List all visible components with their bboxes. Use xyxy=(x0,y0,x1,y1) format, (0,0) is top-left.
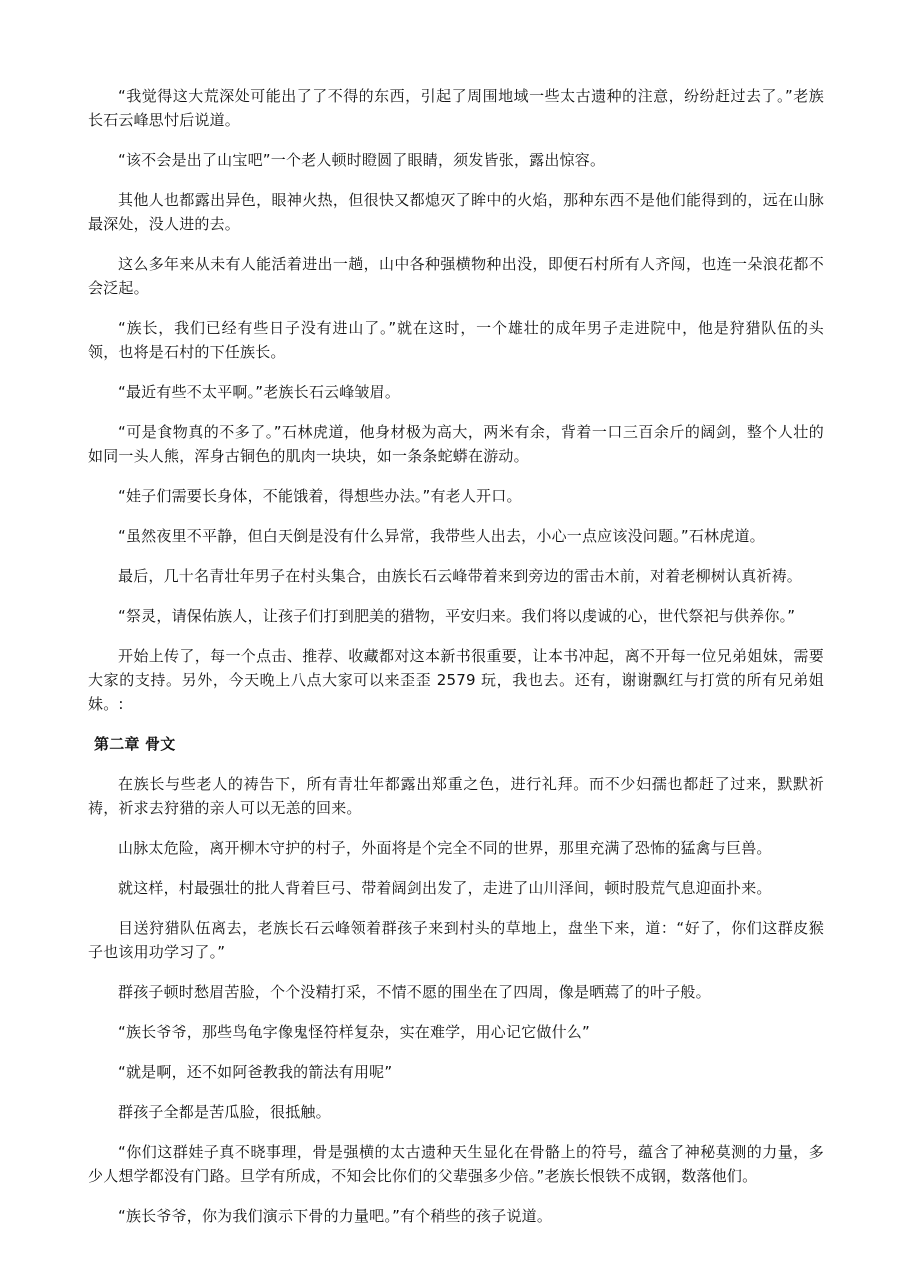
paragraph: “就是啊，还不如阿爸教我的箭法有用呢” xyxy=(118,1063,393,1081)
paragraph: “族长爷爷，那些鸟龟字像鬼怪符样复杂，实在难学，用心记它做什么” xyxy=(118,1023,590,1041)
paragraph: “虽然夜里不平静，但白天倒是没有什么异常，我带些人出去，小心一点应该没问题。”石林虎道。 xyxy=(118,527,765,545)
document-body xyxy=(88,84,824,1244)
paragraph: 群孩子全都是苦瓜脸，很抵触。 xyxy=(118,1103,331,1121)
paragraph: “族长爷爷，你为我们演示下骨的力量吧。”有个稍些的孩子说道。 xyxy=(118,1207,553,1225)
paragraph: “族长，我们已经有些日子没有进山了。”就在这时，一个雄壮的成年男子走进院中，他是狩猎队伍的头领，也将是石村的下任族长。 xyxy=(88,319,824,361)
paragraph: 最后，几十名青壮年男子在村头集合，由族长石云峰带着来到旁边的雷击木前，对着老柳树认真祈祷。 xyxy=(118,567,803,585)
chapter-title: 第二章 骨文 xyxy=(94,735,176,753)
paragraph: “娃子们需要长身体，不能饿着，得想些办法。”有老人开口。 xyxy=(118,487,522,505)
paragraph: 其他人也都露出异色，眼神火热，但很快又都熄灭了眸中的火焰，那种东西不是他们能得到的，远在山脉最深处，没人进的去。 xyxy=(88,191,824,233)
paragraph: “可是食物真的不多了。”石林虎道，他身材极为高大，两米有余，背着一口三百余斤的阔剑，整个人壮的如同一头人熊，浑身古铜色的肌肉一块块，如一条条蛇蟒在游动。 xyxy=(88,423,824,465)
paragraph: “该不会是出了山宝吧”一个老人顿时瞪圆了眼睛，须发皆张，露出惊容。 xyxy=(118,151,606,169)
paragraph: “祭灵，请保佑族人，让孩子们打到肥美的猎物，平安归来。我们将以虔诚的心，世代祭祀与供养你。” xyxy=(118,607,796,625)
paragraph: 就这样，村最强壮的批人背着巨弓、带着阔剑出发了，走进了山川泽间，顿时股荒气息迎面扑来。 xyxy=(118,879,772,897)
paragraph: 山脉太危险，离开柳木守护的村子，外面将是个完全不同的世界，那里充满了恐怖的猛禽与巨兽。 xyxy=(118,839,772,857)
paragraph: “你们这群娃子真不晓事理，骨是强横的太古遗种天生显化在骨骼上的符号，蕴含了神秘莫测的力量，多少人想学都没有门路。旦学有所成，不知会比你们的父辈强多少倍。”老族长恨铁不成钢，数落他们。 xyxy=(88,1143,824,1185)
paragraph: 这么多年来从未有人能活着进出一趟，山中各种强横物种出没，即便石村所有人齐闯，也连一朵浪花都不会泛起。 xyxy=(88,255,824,297)
paragraph: 在族长与些老人的祷告下，所有青壮年都露出郑重之色，进行礼拜。而不少妇孺也都赶了过来，默默祈祷，祈求去狩猎的亲人可以无恙的回来。 xyxy=(88,775,824,817)
paragraph: 群孩子顿时愁眉苦脸，个个没精打采，不情不愿的围坐在了四周，像是晒蔫了的叶子般。 xyxy=(118,983,711,1001)
author-note-paragraph: 开始上传了，每一个点击、推荐、收藏都对这本新书很重要，让本书冲起，离不开每一位兄弟姐妹，需要大家的支持。另外，今天晚上八点大家可以来歪歪 2579 玩，我也去。还有，谢谢飘红与打赏的所有兄弟姐妹。: xyxy=(88,647,824,713)
paragraph: 目送狩猎队伍离去，老族长石云峰领着群孩子来到村头的草地上，盘坐下来，道：“好了，你们这群皮猴子也该用功学习了。” xyxy=(88,919,824,961)
paragraph: “我觉得这大荒深处可能出了了不得的东西，引起了周围地域一些太古遗种的注意，纷纷赶过去了。”老族长石云峰思忖后说道。 xyxy=(88,87,824,129)
paragraph: “最近有些不太平啊。”老族长石云峰皱眉。 xyxy=(118,383,401,401)
